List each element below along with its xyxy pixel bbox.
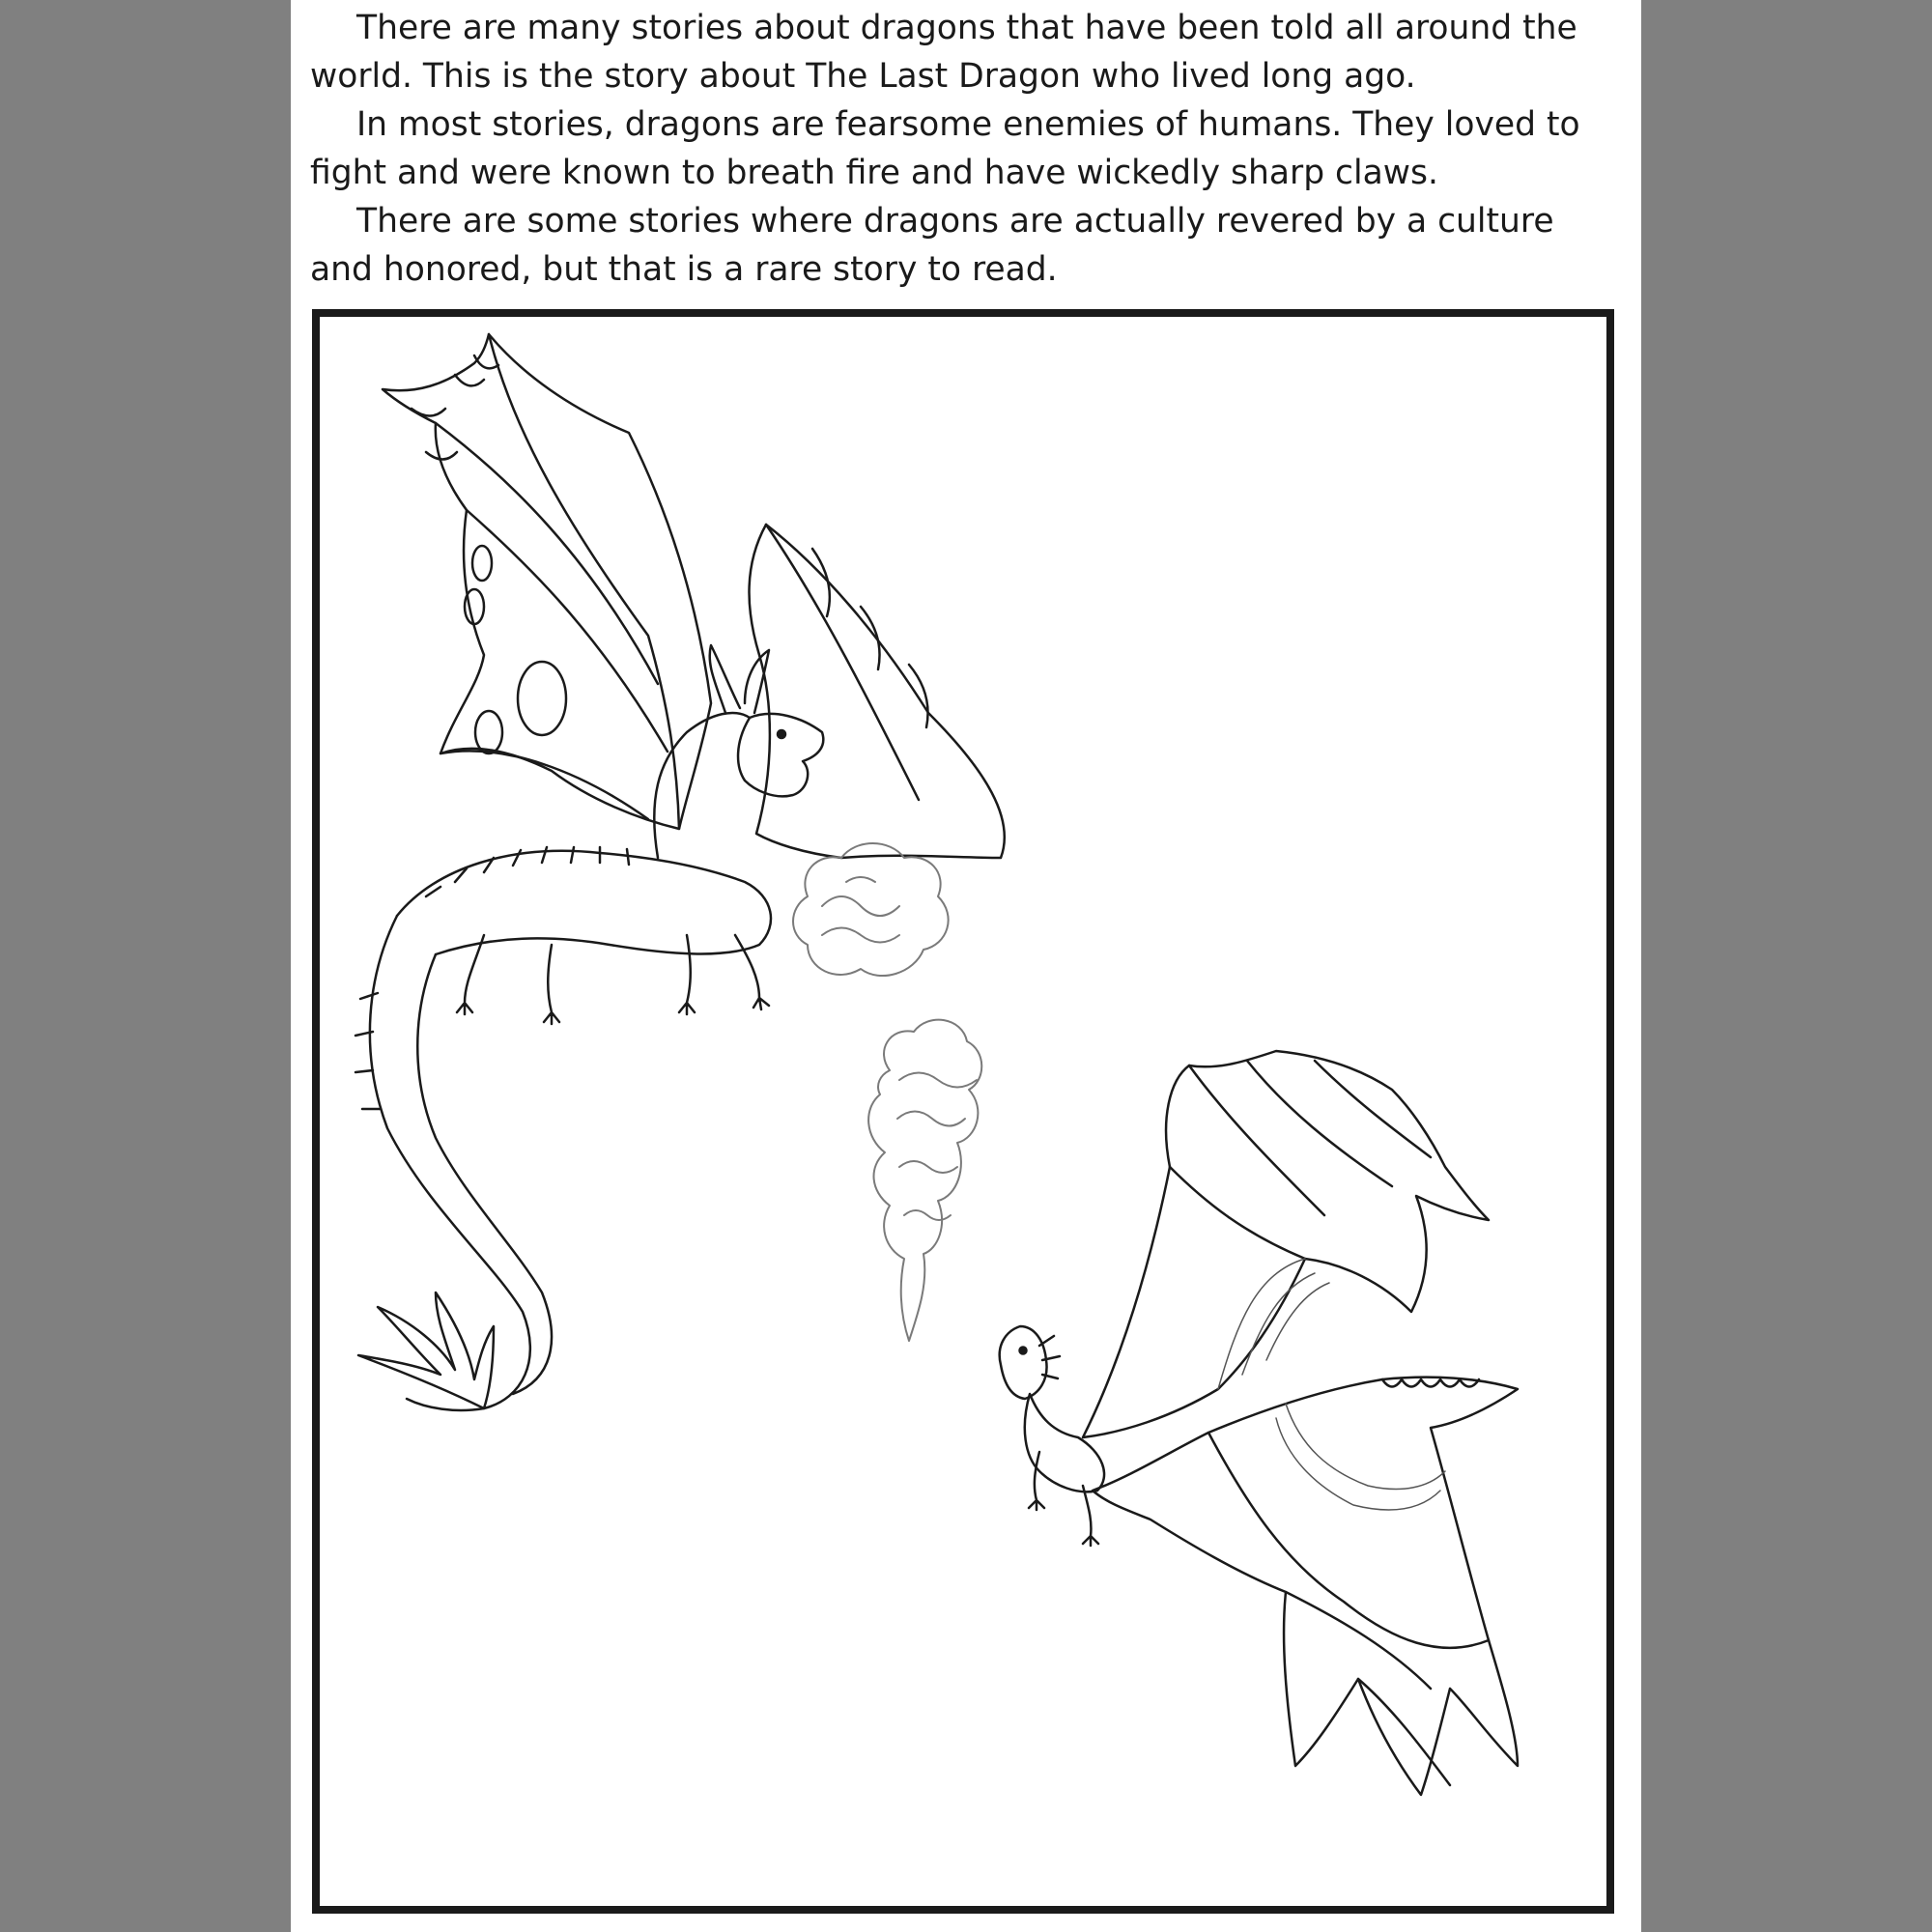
upper-dragon-neck — [654, 713, 750, 858]
lower-dragon-tail — [1276, 1404, 1445, 1510]
lower-right-dragon — [1000, 1051, 1518, 1795]
upper-dragon-right-wing — [750, 525, 1005, 858]
upper-dragon-legs — [457, 935, 769, 1024]
story-paragraph-3: There are some stories where dragons are actually revered by a culture and honored, but that is a rare story to read. — [310, 202, 1554, 289]
story-text — [310, 4, 1624, 294]
upper-dragon-body — [397, 851, 771, 954]
upper-dragon-left-wing — [383, 334, 711, 829]
lower-dragon-upper-wing — [1083, 1051, 1489, 1437]
upper-left-dragon — [355, 334, 1005, 1410]
smoke-clouds — [793, 843, 981, 1341]
dragon-illustration — [320, 317, 1606, 1906]
lower-dragon-head — [1000, 1326, 1047, 1399]
story-paragraph-1: There are many stories about dragons that have been told all around the world. This is the story about The Last Dragon who lived long ago. — [310, 9, 1577, 96]
upper-dragon-tail-fin — [358, 1293, 494, 1408]
story-paragraph-2: In most stories, dragons are fearsome enemies of humans. They loved to fight and were known to breath fire and have wickedly sharp claws. — [310, 105, 1580, 192]
lower-dragon-body — [1025, 1394, 1104, 1492]
coloring-frame — [312, 309, 1614, 1914]
upper-smoke-cloud — [793, 843, 949, 976]
upper-dragon-head — [738, 714, 823, 796]
lower-dragon-legs — [1029, 1452, 1098, 1546]
lower-smoke-cloud — [868, 1020, 981, 1341]
lower-dragon-lower-wing — [1093, 1378, 1518, 1795]
document-page — [291, 0, 1641, 1932]
